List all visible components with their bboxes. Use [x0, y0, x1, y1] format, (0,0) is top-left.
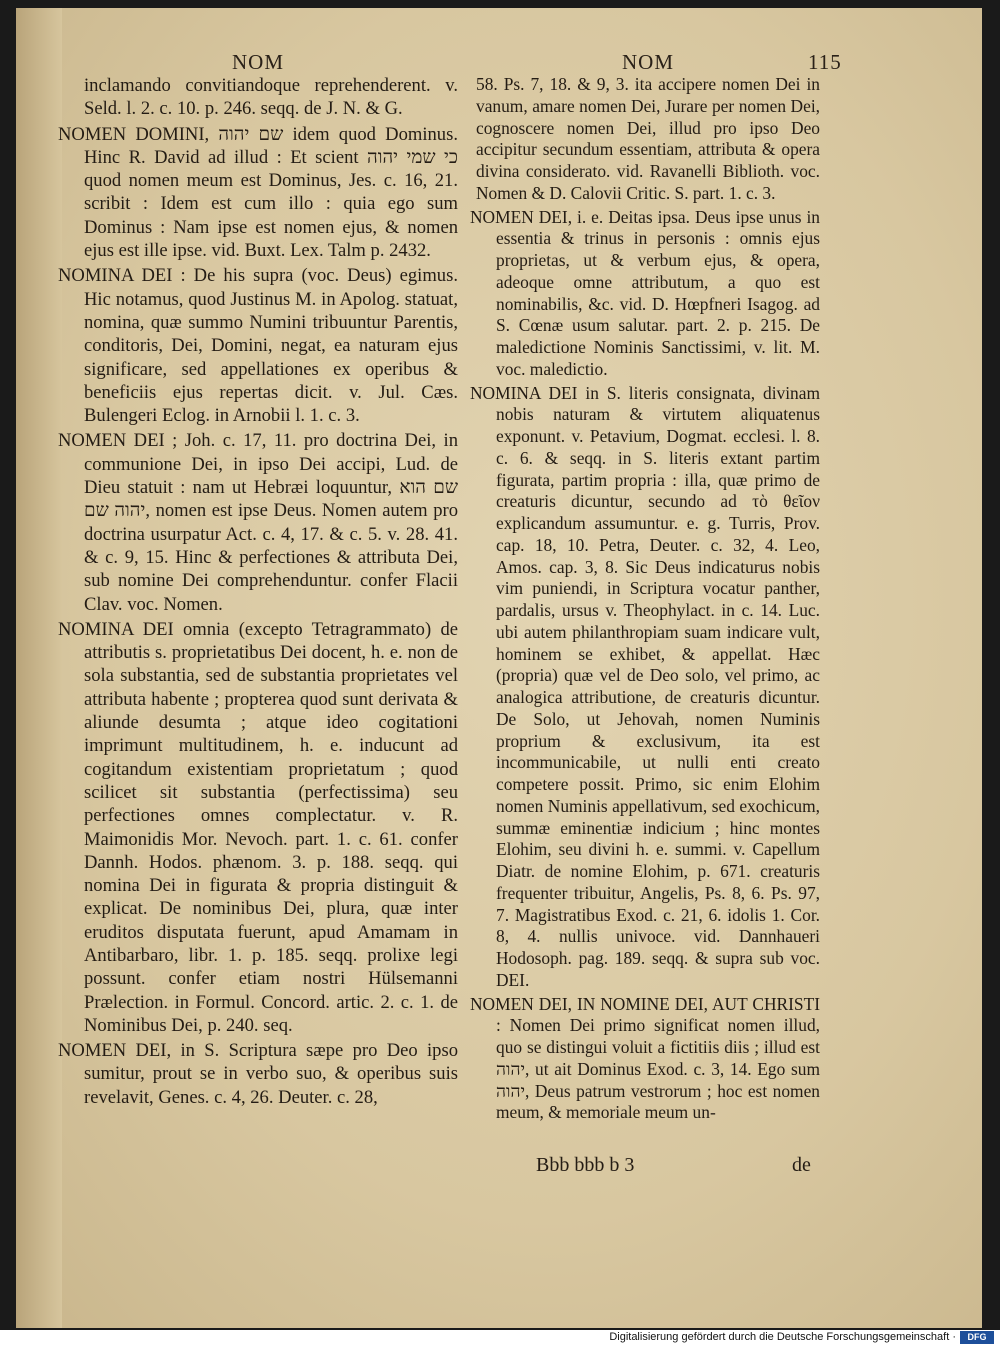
page-number: 115 [808, 50, 842, 74]
page-gutter [16, 8, 62, 1328]
left-column [58, 74, 458, 1111]
catchword: de [792, 1154, 811, 1176]
entry-text: NOMINA DEI in S. literis consignata, divinam nobis naturam & virtutem aliquatenus exponunt. v. Petavium, Dogmat. ecclesi. l. 8. c. 6. & seqq. in S. literis extant partim figurata, partim propria : illa, quæ primo de creaturis dicuntur, secundo ad τὸ θεῖον explicandum assumuntur. e. g. Turris, Prov. cap. 18, 10. Petra, Deuter. c. 32, 4. Leo, Amos. cap. 3, 8. Sic Deus indicaturus nobis vim puniendi, in Scriptura vocatur panther, pardalis, ursus v. Theophylact. in c. 14. Luc. ubi autem philanthropiam suam indicare vult, hominem se exhibet, & appellat. Hæc (propria) quæ vel de Deo solo, vel primo, ac analogica attributione, de creaturis dicuntur. De Solo, ut Jehovah, nomen Numinis proprium & exclusivum, ita est incommunicabile, ut nulli enti creato competere possit. Primo, sic enim Elohim nomen Numinis appellativum, sed exochicum, summæ eminentiæ indicium ; hinc montes Elohim, seu divini h. e. summi. v. Capellum Diatr. de nomine Elohim, p. 671. creaturis frequenter tribuitur, Angelis, Ps. 8, 6. Ps. 97, 7. Magistratibus Exod. c. 21, 6. idolis 1. Cor. 8, 4. nullis univoce. vid. Dannhaueri Hodosoph. pag. 189. seqq. & supra sub voc. DEI. [470, 382, 820, 990]
dfg-logo: DFG [960, 1331, 994, 1344]
entry-text: NOMEN DOMINI, שם יהוה idem quod Dominus. Hinc R. David ad illud : Et scient כי שמי יהוה quod nomen meum est Dominus, Jes. c. 16, 21. scribit : Idem est cum illo : quia ego sum Dominus : Nam ipse est nomen ejus, & nomen ejus est ille ipse. vid. Buxt. Lex. Talm p. 2432. [58, 123, 458, 262]
entry-text: NOMEN DEI, i. e. Deitas ipsa. Deus ipse unus in essentia & trinus in personis : omnis ejus proprietas, ut & verbum ejus, & opera, adeoque omne attributum, a quo est nominabilis, &c. vid. D. Hœpfneri Isagog. ad S. Cœnæ usum salutar. part. 2. p. 215. De maledictione Nominis Sanctissimi, v. lit. M. voc. maledictio. [470, 206, 820, 379]
funding-credit: Digitalisierung gefördert durch die Deutsche Forschungsgemeinschaft · [609, 1331, 956, 1343]
running-head-center: NOM [622, 50, 675, 74]
entry-text: NOMINA DEI : De his supra (voc. Deus) egimus. Hic notamus, quod Justinus M. in Apolog. statuat, nomina, quæ summo Numini tribuuntur Parentis, conditoris, Dei, Domini, negat, ea naturam ejus significare, sed appellationes ex operibus & beneficiis ejus repertas dicit. v. Jul. Cæs. Bulengeri Eclog. in Arnobii l. 1. c. 3. [58, 265, 458, 427]
entry-text: NOMEN DEI, in S. Scriptura sæpe pro Deo ipso sumitur, prout se in verbo suo, & operibus suis revelavit, Genes. c. 4, 26. Deuter. c. 28, [58, 1040, 458, 1108]
right-column [470, 74, 820, 1126]
running-head-left: NOM [232, 50, 285, 74]
entry-text: inclamando convitiandoque reprehenderent. v. Seld. l. 2. c. 10. p. 246. seqq. de J. N. & G. [84, 75, 458, 120]
footer-bar [0, 1330, 1000, 1347]
entry-text: 58. Ps. 7, 18. & 9, 3. ita accipere nomen Dei in vanum, amare nomen Dei, Jurare per nomen Dei, cognoscere nomen Dei, illud pro ipso Deo accipitur secundum essentiam, attributa & opera divina consideratо. vid. Ravanelli Biblioth. voc. Nomen & D. Calovii Critic. S. part. 1. c. 3. [476, 74, 820, 203]
entry-text: NOMINA DEI omnia (excepto Tetragrammato) de attributis s. proprietatibus Dei docent, h. e. non de sola substantia, sed de substantia proprietates vel attributa habente ; propterea quod sunt derivata & aliunde desumta ; atque ideo cogitationi imprimunt multitudinem, h. e. inducunt ad cogitandum existentiam proprietatum ; quod scilicet sit substantia (perfectissima) seu perfectiones omnes complectatur. v. R. Maimonidis Mor. Nevoch. part. 1. c. 61. confer Dannh. Hodos. phænom. 3. p. 188. seqq. qui nomina Dei in figurata & propria distinguit & explicat. De nominibus Dei, plura, quæ inter eruditos disputata fuerunt, apud Amamam in Antibarbaro, libr. 1. p. 185. seqq. prolixe legi possunt. confer etiam nostri Hülsemanni Prælection. in Formul. Concord. artic. 2. c. 1. de Nominibus Dei, p. 240. seq. [58, 618, 458, 1036]
signature-mark: Bbb bbb b 3 [536, 1154, 635, 1176]
entry-text: NOMEN DEI ; Joh. c. 17, 11. pro doctrina Dei, in communione Dei, in ipso Dei accipi, Lud. de Dieu statuit : nam ut Hebræi loquuntur, שם הוא יהוה שם, nomen est ipse Deus. Nomen autem pro doctrina usurpatur Act. c. 4, 17. & c. 5. v. 28. 41. & c. 9, 15. Hinc & perfectiones & attributa Dei, sub nomine Dei comprehenduntur. confer Flacii Clav. voc. Nomen. [58, 430, 458, 615]
entry-text: NOMEN DEI, IN NOMINE DEI, AUT CHRISTI : Nomen Dei primo significat nomen illud, quo se distingui voluit a fictitiis diis ; illud est יהוה, ut ait Dominus Exod. c. 3, 14. Ego sum יהוה, Deus patrum vestrorum ; hoc est nomen meum, & memoriale meum un- [470, 993, 820, 1123]
